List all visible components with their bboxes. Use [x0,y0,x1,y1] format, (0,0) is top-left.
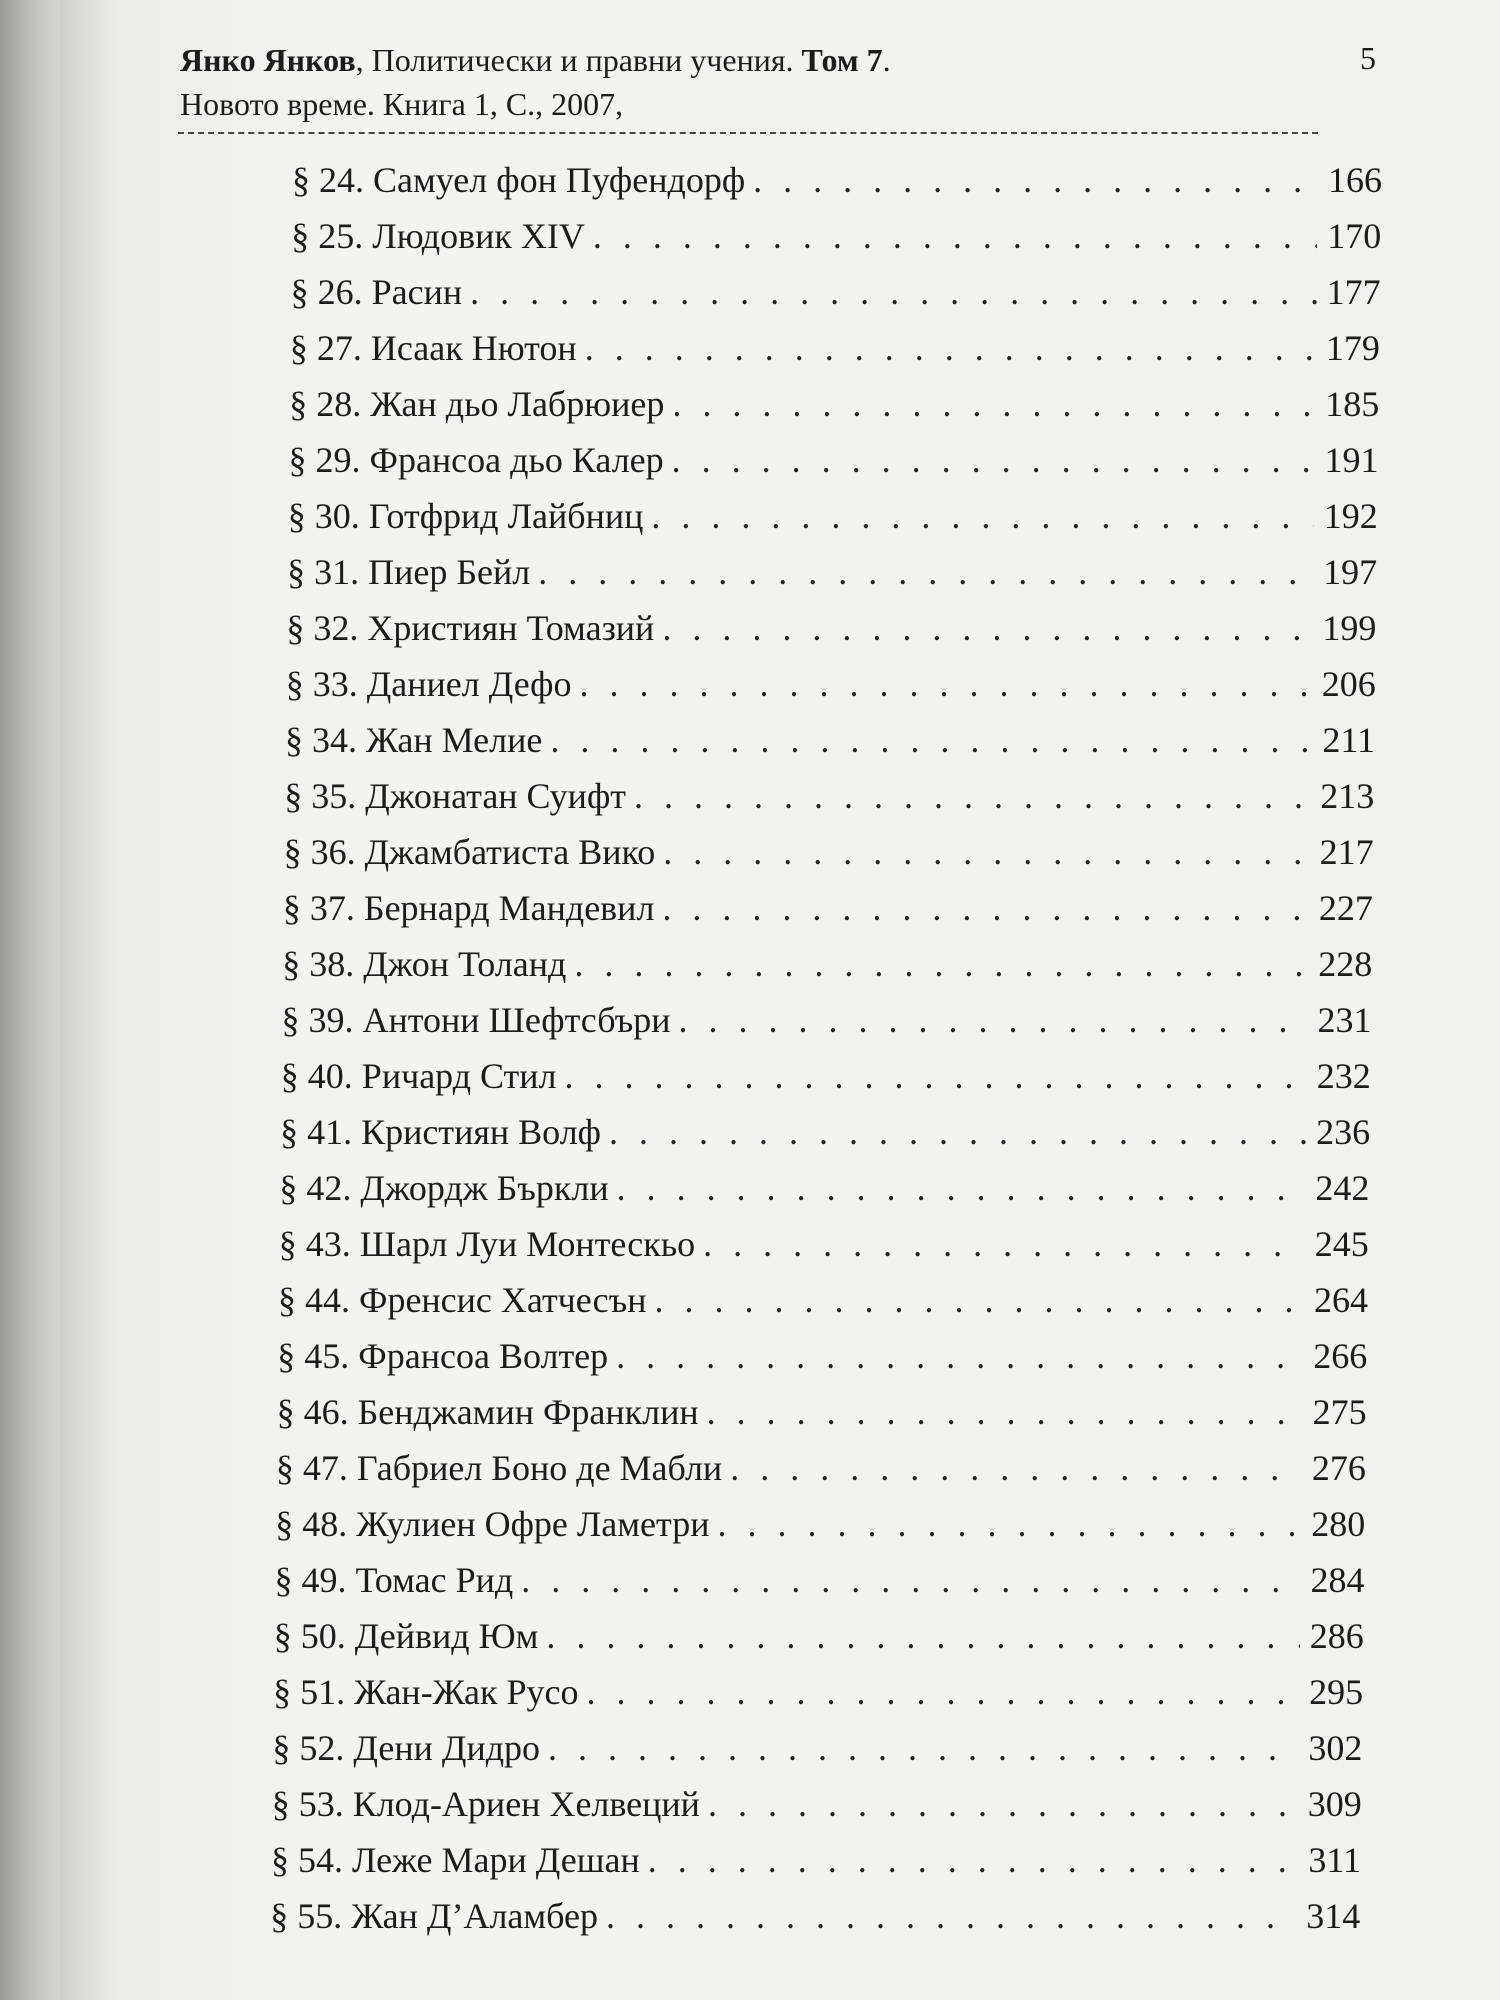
toc-entry [287,544,1377,600]
header-volume-end: . [882,42,891,78]
toc-entry-label: § 32. Християн Томазий [286,608,655,648]
toc-entry-label: § 48. Жулиен Офре Ламетри [275,1504,710,1544]
toc-entry [274,1608,1364,1664]
running-header [180,38,1430,126]
toc-entry [281,1048,1371,1104]
toc-entry [282,936,1372,992]
toc-leader-dots [708,1776,1298,1832]
toc-entry-label: § 39. Антони Шефтсбъри [281,1000,671,1040]
toc-entry-page: 236 [1316,1112,1371,1152]
toc-entry [286,656,1376,712]
toc-leader-dots [634,768,1310,824]
toc-leader-dots [579,656,1311,712]
toc-entry [289,432,1379,488]
toc-entry [292,152,1382,208]
toc-leader-dots [550,712,1311,768]
toc-entry-page: 280 [1311,1504,1366,1544]
toc-entry-page: 276 [1311,1448,1366,1488]
toc-leader-dots [470,264,1316,320]
toc-leader-dots [574,936,1308,992]
toc-entry-label: § 55. Жан Д’Аламбер [270,1896,598,1936]
toc-entry-page: 179 [1325,328,1380,368]
toc-entry-page: 217 [1319,832,1374,872]
toc-entry-page: 227 [1318,888,1373,928]
toc-entry-label: § 51. Жан-Жак Русо [273,1672,579,1712]
header-author: Янко Янков [180,42,356,78]
toc-entry-page: 242 [1315,1168,1370,1208]
toc-entry-label: § 36. Джамбатиста Вико [283,832,656,872]
toc-leader-dots [593,208,1317,264]
toc-entry-label: § 40. Ричард Стил [280,1056,557,1096]
toc-entry [284,768,1374,824]
toc-entry-label: § 24. Самуел фон Пуфендорф [292,160,746,200]
toc-leader-dots [662,880,1308,936]
toc-leader-dots [717,1496,1301,1552]
toc-leader-dots [585,320,1316,376]
toc-leader-dots [565,1048,1307,1104]
toc-entry-page: 213 [1320,776,1375,816]
table-of-contents [270,152,1382,1944]
toc-entry [272,1720,1362,1776]
toc-entry-page: 199 [1322,608,1377,648]
toc-leader-dots [609,1104,1306,1160]
toc-leader-dots [587,1664,1300,1720]
toc-leader-dots [546,1608,1299,1664]
toc-entry [280,1104,1370,1160]
toc-leader-dots [730,1440,1302,1496]
toc-entry [290,320,1380,376]
toc-entry-page: 264 [1314,1280,1368,1320]
toc-entry [276,1440,1366,1496]
toc-entry [277,1384,1367,1440]
toc-entry-page: 302 [1308,1728,1363,1768]
book-page [60,0,1500,2000]
toc-entry-label: § 52. Дени Дидро [272,1728,541,1768]
toc-leader-dots [606,1888,1296,1944]
toc-leader-dots [662,600,1312,656]
toc-entry [275,1552,1365,1608]
toc-entry-page: 170 [1327,216,1382,256]
toc-entry [278,1272,1368,1328]
toc-entry-page: 314 [1306,1896,1361,1936]
toc-entry-page: 275 [1312,1392,1367,1432]
toc-entry-label: § 30. Готфрид Лайбниц [287,496,644,536]
toc-entry-label: § 49. Томас Рид [274,1560,514,1600]
toc-entry-label: § 28. Жан дьо Лабрюиер [289,384,665,424]
toc-entry-page: 185 [1325,384,1380,424]
toc-entry-label: § 37. Бернард Мандевил [282,888,655,928]
toc-entry-label: § 44. Френсис Хатчесън [278,1280,647,1320]
toc-entry-page: 286 [1309,1616,1364,1656]
toc-entry-label: § 50. Дейвид Юм [273,1616,539,1656]
toc-entry-label: § 53. Клод-Ариен Хелвеций [271,1784,700,1824]
toc-entry-label: § 43. Шарл Луи Монтескьо [278,1224,696,1264]
toc-leader-dots [538,544,1313,600]
toc-entry-label: § 25. Людовик XIV [291,216,585,256]
toc-entry [272,1776,1362,1832]
toc-entry [279,1160,1369,1216]
toc-entry-page: 284 [1310,1560,1365,1600]
toc-entry-label: § 42. Джордж Бъркли [279,1168,609,1208]
toc-entry [284,824,1374,880]
header-line-1 [180,38,1430,82]
toc-entry-label: § 46. Бенджамин Франклин [276,1392,699,1432]
toc-leader-dots [707,1384,1303,1440]
toc-entry-page: 245 [1314,1224,1369,1264]
toc-entry-page: 166 [1328,160,1382,200]
toc-entry-page: 231 [1317,1000,1372,1040]
toc-entry [283,880,1373,936]
toc-entry-page: 197 [1323,552,1378,592]
toc-entry-label: § 26. Расин [290,272,463,312]
toc-entry-label: § 31. Пиер Бейл [287,552,531,592]
toc-entry-page: 295 [1309,1672,1364,1712]
toc-leader-dots [617,1160,1306,1216]
toc-entry-label: § 35. Джонатан Суифт [284,776,626,816]
toc-entry [277,1328,1367,1384]
toc-entry [275,1496,1365,1552]
toc-entry-label: § 38. Джон Толанд [282,944,567,984]
page-number: 5 [1360,40,1376,76]
toc-entry-label: § 47. Габриел Боно де Мабли [275,1448,723,1488]
toc-leader-dots [616,1328,1303,1384]
toc-entry-label: § 27. Исаак Нютон [289,328,577,368]
toc-entry [288,488,1378,544]
toc-entry-page: 206 [1321,664,1376,704]
page-gutter-shadow [0,0,60,2000]
header-divider [178,132,1318,134]
toc-leader-dots [548,1720,1298,1776]
toc-entry [271,1832,1361,1888]
toc-leader-dots [521,1552,1300,1608]
toc-entry-page: 177 [1326,272,1381,312]
toc-leader-dots [753,152,1318,208]
toc-leader-dots [655,1272,1304,1328]
toc-entry-page: 192 [1323,496,1378,536]
toc-entry-page: 309 [1307,1784,1362,1824]
toc-leader-dots [703,1216,1305,1272]
toc-leader-dots [672,432,1315,488]
toc-entry-page: 211 [1322,720,1375,760]
toc-entry-label: § 29. Франсоа дьо Калер [288,440,664,480]
toc-entry [279,1216,1369,1272]
toc-entry-label: § 54. Леже Мари Дешан [271,1840,640,1880]
toc-entry [291,264,1381,320]
toc-entry [286,600,1376,656]
toc-entry [273,1664,1363,1720]
toc-entry [289,376,1379,432]
toc-entry-label: § 41. Кристиян Волф [280,1112,601,1152]
toc-leader-dots [663,824,1309,880]
toc-entry-page: 266 [1313,1336,1368,1376]
toc-entry-label: § 45. Франсоа Волтер [277,1336,609,1376]
toc-entry-label: § 33. Даниел Дефо [285,664,572,704]
toc-entry [291,208,1381,264]
toc-entry [270,1888,1360,1944]
toc-entry-page: 228 [1318,944,1373,984]
toc-entry [282,992,1372,1048]
toc-leader-dots [651,488,1313,544]
header-volume: Том 7 [801,42,883,78]
toc-entry-page: 311 [1308,1840,1361,1880]
toc-leader-dots [648,1832,1297,1888]
header-line-2: Новото време. Книга 1, С., 2007, [180,86,624,122]
toc-entry-label: § 34. Жан Мелие [285,720,543,760]
toc-entry-page: 232 [1316,1056,1371,1096]
header-title: , Политически и правни учения. [355,42,802,78]
toc-leader-dots [672,376,1315,432]
toc-leader-dots [679,992,1308,1048]
toc-entry-page: 191 [1324,440,1379,480]
toc-entry [285,712,1375,768]
